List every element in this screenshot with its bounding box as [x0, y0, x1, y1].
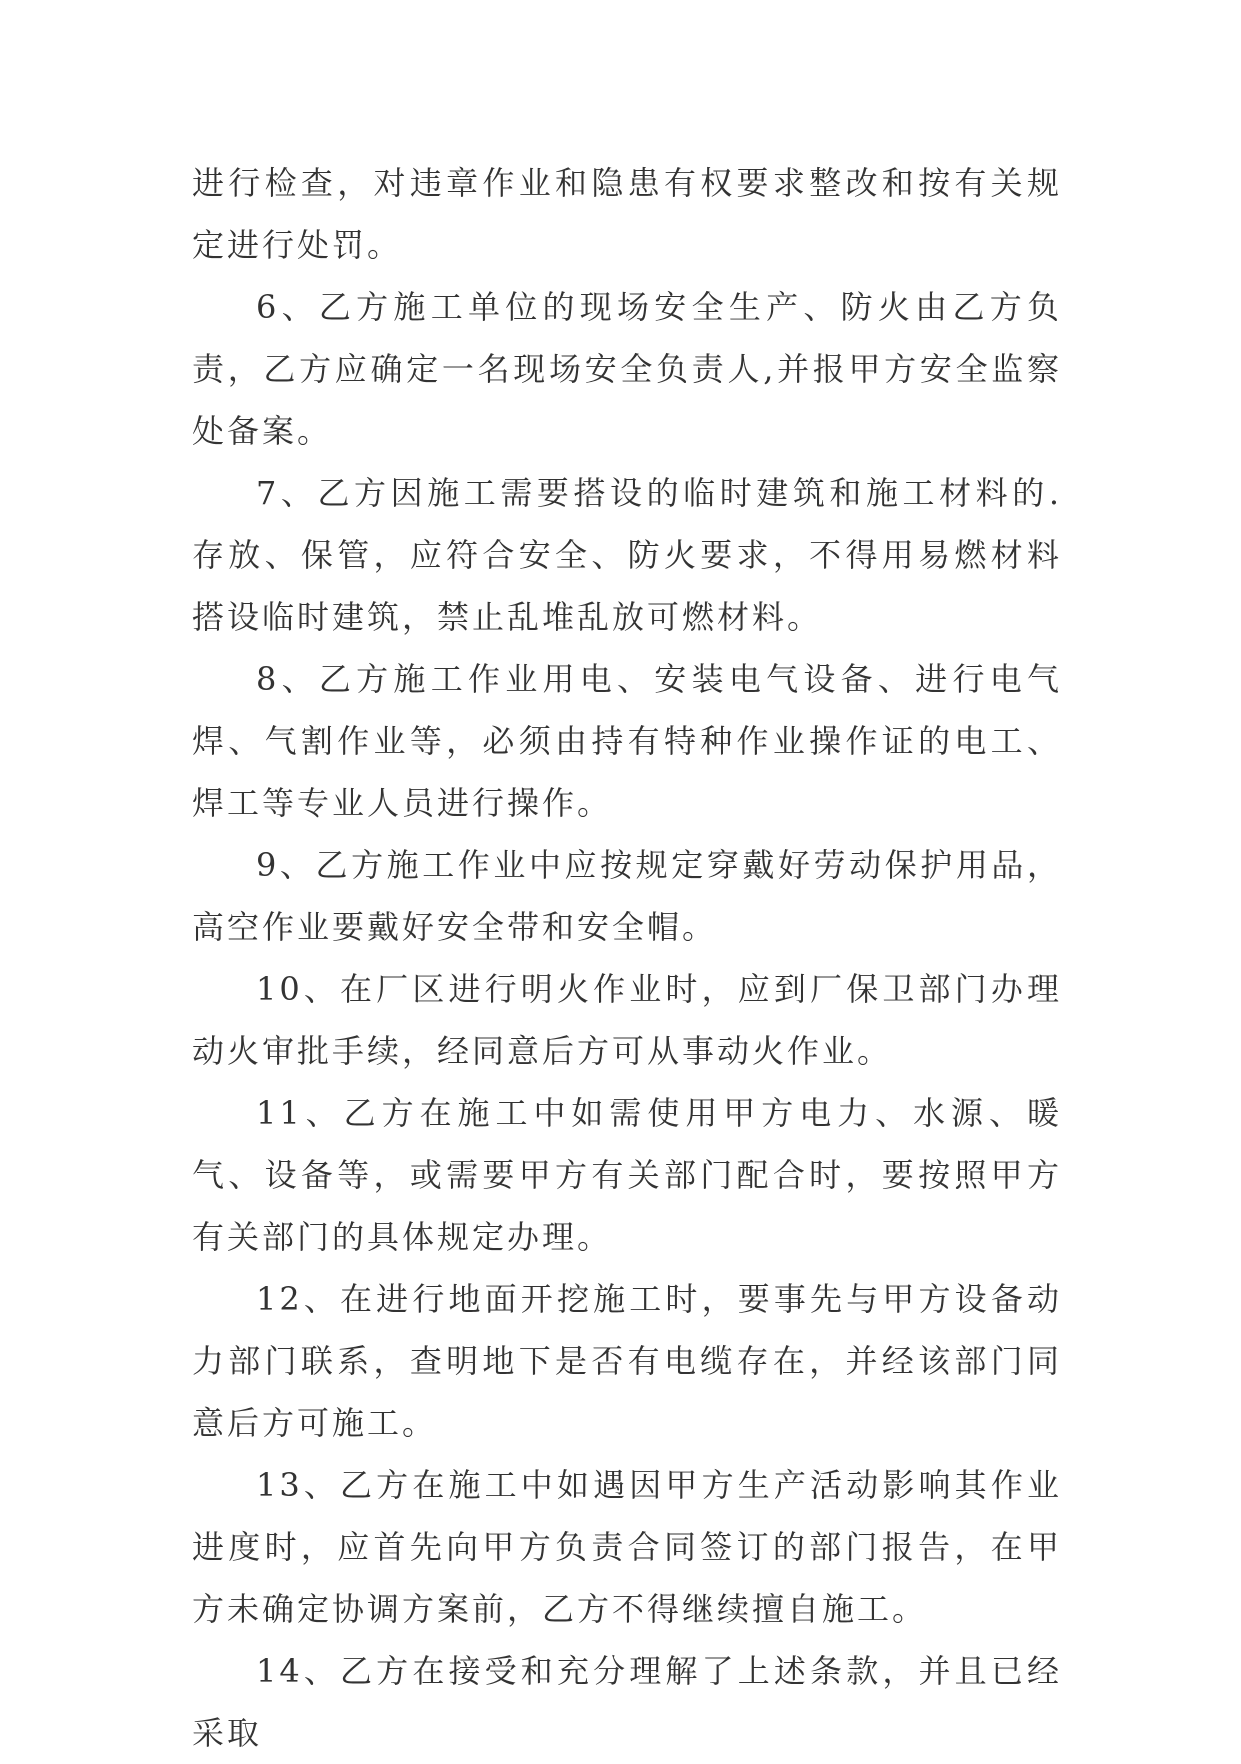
paragraph-clause-6: 6、乙方施工单位的现场安全生产、防火由乙方负责，乙方应确定一名现场安全负责人,并报甲方安全监察处备案。: [192, 288, 1062, 450]
paragraph-clause-8: 8、乙方施工作业用电、安装电气设备、进行电气焊、气割作业等，必须由持有特种作业操作证的电工、焊工等专业人员进行操作。: [192, 660, 1062, 822]
paragraph-clause-10: 10、在厂区进行明火作业时，应到厂保卫部门办理动火审批手续，经同意后方可从事动火作业。: [192, 970, 1062, 1070]
paragraph-clause-14: 14、乙方在接受和充分理解了上述条款，并且已经采取: [192, 1652, 1062, 1752]
paragraph-clause-13: 13、乙方在施工中如遇因甲方生产活动影响其作业进度时，应首先向甲方负责合同签订的部门报告，在甲方未确定协调方案前，乙方不得继续擅自施工。: [192, 1466, 1062, 1628]
paragraph-clause-7: 7、乙方因施工需要搭设的临时建筑和施工材料的.存放、保管，应符合安全、防火要求，不得用易燃材料搭设临时建筑，禁止乱堆乱放可燃材料。: [192, 474, 1062, 636]
paragraph-continuation: 进行检查，对违章作业和隐患有权要求整改和按有关规定进行处罚。: [192, 164, 1062, 264]
document-body: [192, 152, 1062, 1764]
paragraph-clause-12: 12、在进行地面开挖施工时，要事先与甲方设备动力部门联系，查明地下是否有电缆存在，并经该部门同意后方可施工。: [192, 1280, 1062, 1442]
paragraph-clause-11: 11、乙方在施工中如需使用甲方电力、水源、暖气、设备等，或需要甲方有关部门配合时，要按照甲方有关部门的具体规定办理。: [192, 1094, 1062, 1256]
paragraph-clause-9: 9、乙方施工作业中应按规定穿戴好劳动保护用品，高空作业要戴好安全带和安全帽。: [192, 846, 1062, 946]
